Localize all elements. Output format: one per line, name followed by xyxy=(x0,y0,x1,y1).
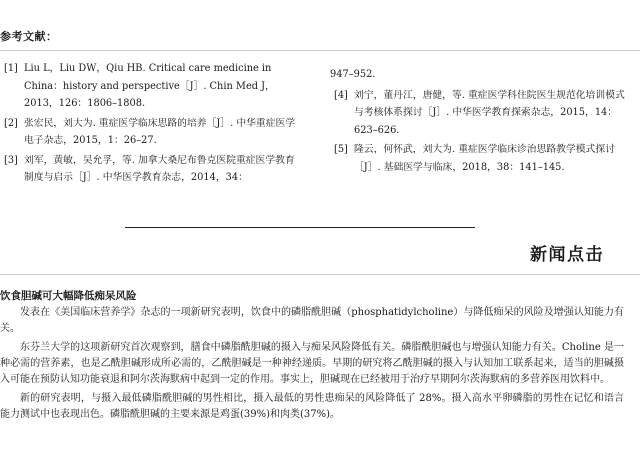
article-body xyxy=(0,305,624,426)
reference-text: 张宏民，刘大为. 重症医学临床思路的培养［J］. 中华重症医学电子杂志，2015，1：26–27. xyxy=(24,117,296,146)
article-paragraph: 发表在《美国临床营养学》杂志的一项新研究表明，饮食中的磷脂酰胆碱（phosphatidylcholine）与降低痴呆的风险及增强认知能力有关。 xyxy=(0,307,624,334)
reference-text: 隆云，何怀武，刘大为. 重症医学临床诊治思路教学模式探讨［J］. 基础医学与临床，2018，38：141–145. xyxy=(354,144,615,173)
section-divider xyxy=(125,227,475,228)
reference-item xyxy=(0,60,300,113)
references-left-column xyxy=(0,60,300,189)
news-section-title: 新闻点击 xyxy=(530,245,604,265)
reference-number: [5] xyxy=(334,144,348,155)
reference-text: 刘军，黄敏，吴允孚，等. 加拿大桑尼布鲁克医院重症医学教育制度与启示［J］. 中华医学教育杂志，2014，34： xyxy=(24,154,295,183)
reference-number: [4] xyxy=(334,89,348,101)
reference-number: [3] xyxy=(4,154,18,166)
references-divider xyxy=(0,50,640,51)
article-title: 饮食胆碱可大幅降低痴呆风险 xyxy=(0,290,137,302)
reference-text: 刘宁，董丹江，唐健，等. 重症医学科住院医生规范化培训模式与考核体系探讨［J］. 中华医学教育探索杂志，2015，14：623–626. xyxy=(354,89,625,136)
references-right-column xyxy=(330,66,630,178)
article-paragraph: 新的研究表明，与摄入最低磷脂酰胆碱的男性相比，摄入最低的男性患痴呆的风险降低了 28%。摄入高水平卵磷脂的男性在记忆和语言能力测试中也表现出色。磷脂酰胆碱的主要来源是鸡蛋(39%)和肉类(37%)。 xyxy=(0,393,624,420)
reference-number: [2] xyxy=(4,117,18,129)
article-paragraph: 东芬兰大学的这项新研究首次观察到，膳食中磷脂酰胆碱的摄入与痴呆风险降低有关。磷脂酰胆碱也与增强认知能力有关。Choline 是一种必需的营养素，也是乙酰胆碱形成所必需的，乙酰胆碱是一种神经递质。早期的研究将乙酰胆碱的摄入与认知加工联系起来，适当的胆碱摄入可能在预防认知功能衰退和阿尔茨海默病中起到一定的作用。事实上，胆碱现在已经被用于治疗早期阿尔茨海默病的多营养医用饮料中。 xyxy=(0,342,624,385)
news-divider xyxy=(0,274,640,275)
reference-text: Liu L，Liu DW，Qiu HB. Critical care medicine in China：history and perspective［J］. Chin Med J，2013，126：1806–1808. xyxy=(24,63,275,109)
reference-item xyxy=(330,141,630,176)
reference-continuation: 947–952. xyxy=(330,69,376,80)
reference-item xyxy=(0,152,300,187)
reference-item xyxy=(0,115,300,150)
reference-item xyxy=(330,87,630,140)
references-heading: 参考文献： xyxy=(0,30,58,43)
reference-number: [1] xyxy=(4,63,18,74)
